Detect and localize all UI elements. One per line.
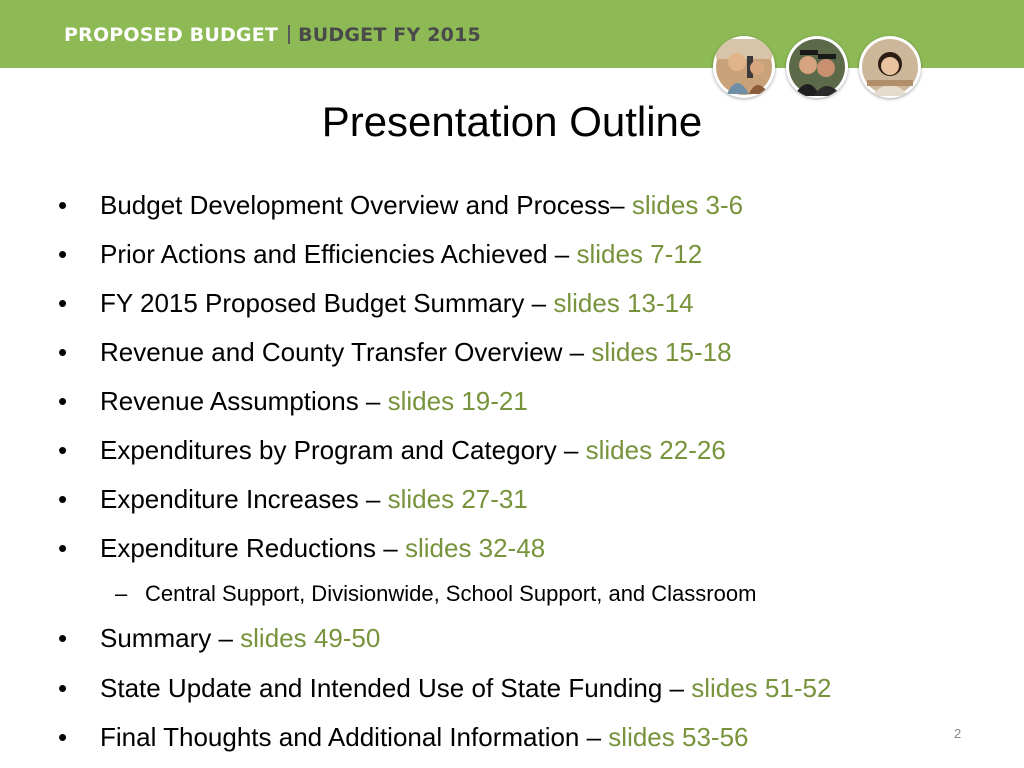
outline-item-slides: slides 51-52 <box>691 673 832 703</box>
outline-item-slides: slides 3-6 <box>631 190 744 220</box>
outline-item <box>58 241 702 267</box>
outline-item-text: Prior Actions and Efficiencies Achieved – <box>100 239 577 269</box>
bullet-icon: • <box>58 533 68 563</box>
brand-logo <box>64 24 481 46</box>
outline-item <box>58 486 528 512</box>
outline-item <box>58 339 732 365</box>
outline-item-slides: slides 13-14 <box>553 288 694 318</box>
outline-item-slides: slides 15-18 <box>591 337 732 367</box>
bullet-icon: • <box>58 190 68 220</box>
bullet-icon: • <box>58 623 68 653</box>
outline-item <box>58 437 726 463</box>
brand-right: BUDGET FY 2015 <box>298 24 481 46</box>
bullet-icon: • <box>58 722 68 752</box>
outline-item-slides: slides 53-56 <box>608 722 749 752</box>
outline-item-text: Expenditures by Program and Category – <box>100 435 586 465</box>
outline-item-text: Expenditure Increases – <box>100 484 388 514</box>
outline-item-slides: slides 7-12 <box>576 239 703 269</box>
outline-item-slides: slides 22-26 <box>585 435 726 465</box>
bullet-icon: • <box>58 337 68 367</box>
students-with-microscope-photo <box>713 36 775 98</box>
outline-item <box>58 388 528 414</box>
student-girl-photo <box>859 36 921 98</box>
bullet-icon: • <box>58 673 68 703</box>
outline-item-text: Summary – <box>100 623 241 653</box>
outline-item <box>58 535 545 561</box>
brand-separator <box>288 25 290 44</box>
outline-item-slides: slides 32-48 <box>404 533 546 563</box>
page-number: 2 <box>954 726 962 741</box>
dash-icon: – <box>115 581 128 606</box>
outline-item-text: Budget Development Overview and Process– <box>100 190 632 220</box>
outline-item <box>58 625 380 651</box>
bullet-icon: • <box>58 288 68 318</box>
bullet-icon: • <box>58 484 68 514</box>
outline-item <box>58 675 831 701</box>
outline-item-text: Expenditure Reductions – <box>100 533 405 563</box>
outline-item-text: Revenue Assumptions – <box>100 386 388 416</box>
bullet-icon: • <box>58 386 68 416</box>
outline-item-slides: slides 49-50 <box>240 623 381 653</box>
outline-item <box>58 290 694 316</box>
outline-sub-item <box>115 583 756 605</box>
outline-item-text: State Update and Intended Use of State Funding – <box>100 673 692 703</box>
outline-sub-item-text: Central Support, Divisionwide, School Support, and Classroom <box>145 581 757 606</box>
slide-title: Presentation Outline <box>321 98 703 145</box>
outline-item-slides: slides 27-31 <box>387 484 528 514</box>
outline-item <box>58 192 743 218</box>
bullet-icon: • <box>58 239 68 269</box>
outline-item-text: FY 2015 Proposed Budget Summary – <box>100 288 554 318</box>
outline-item-slides: slides 19-21 <box>387 386 528 416</box>
brand-left: PROPOSED BUDGET <box>64 24 279 46</box>
bullet-icon: • <box>58 435 68 465</box>
outline-item-text: Final Thoughts and Additional Information – <box>100 722 609 752</box>
outline-item-text: Revenue and County Transfer Overview – <box>100 337 592 367</box>
outline-item <box>58 724 749 750</box>
graduates-photo <box>786 36 848 98</box>
